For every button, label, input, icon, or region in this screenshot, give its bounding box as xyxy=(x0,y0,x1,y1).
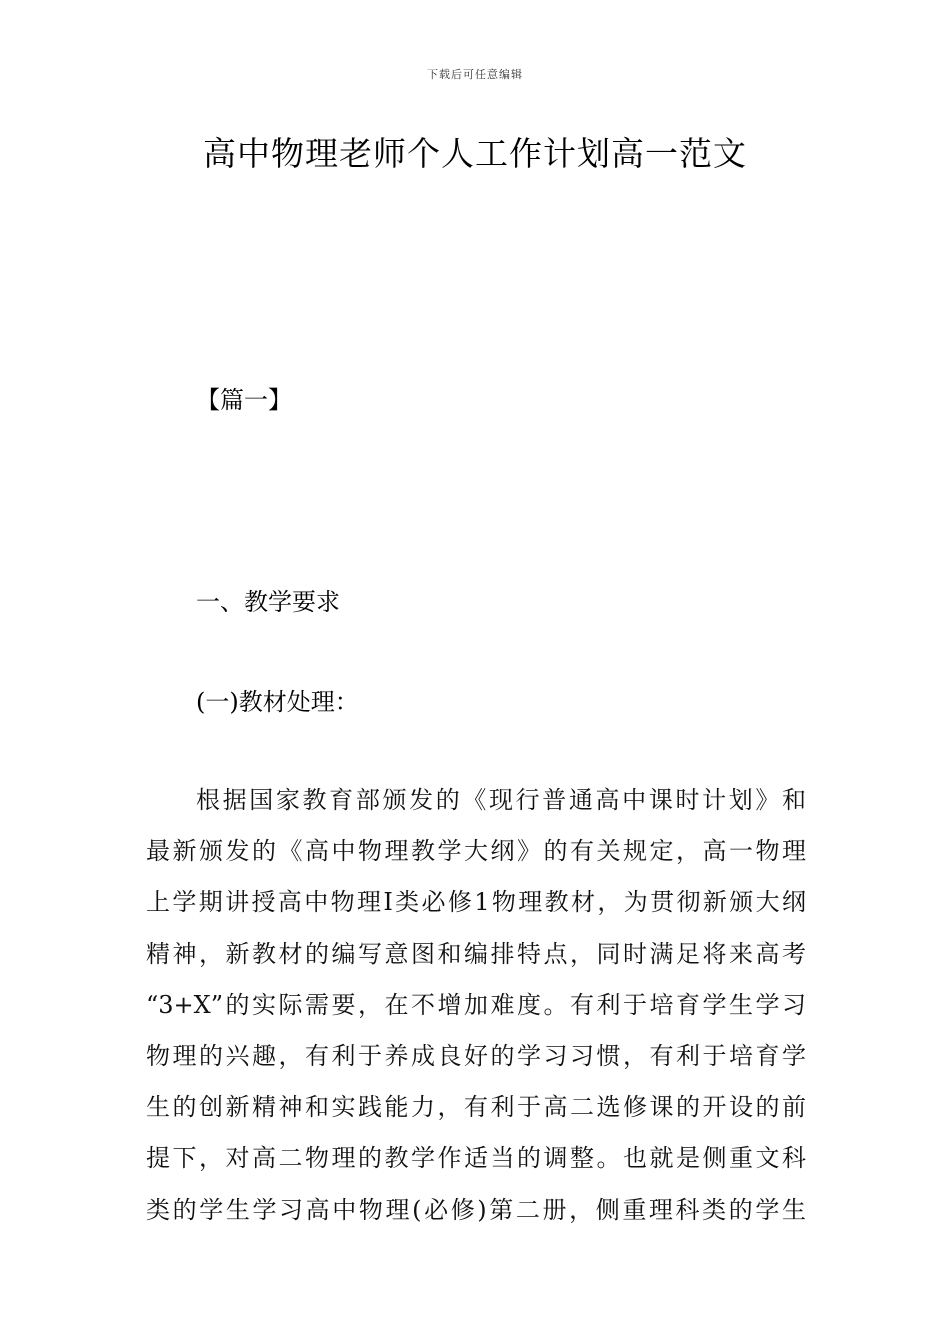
paragraph-line: 物理的兴趣，有利于养成良好的学习习惯，有利于培育学 xyxy=(146,1041,806,1070)
header-note: 下载后可任意编辑 xyxy=(427,68,523,81)
heading-textbook-handling: (一)教材处理： xyxy=(196,688,359,716)
paragraph-line: 精神，新教材的编写意图和编排特点，同时满足将来高考 xyxy=(146,939,806,968)
paragraph-line: 类的学生学习高中物理(必修)第二册，侧重理科类的学生 xyxy=(146,1195,806,1224)
body-paragraph xyxy=(146,775,806,1236)
document-title: 高中物理老师个人工作计划高一范文 xyxy=(203,134,747,173)
section-mark: 【篇一】 xyxy=(196,386,292,414)
paragraph-line: “3+X”的实际需要，在不增加难度。有利于培育学生学习 xyxy=(146,990,806,1019)
paragraph-line: 提下，对高二物理的教学作适当的调整。也就是侧重文科 xyxy=(146,1144,806,1173)
paragraph-line: 生的创新精神和实践能力，有利于高二选修课的开设的前 xyxy=(146,1093,806,1122)
paragraph-line: 根据国家教育部颁发的《现行普通高中课时计划》和 xyxy=(196,786,806,814)
heading-teaching-requirements: 一、教学要求 xyxy=(196,588,340,616)
paragraph-line: 最新颁发的《高中物理教学大纲》的有关规定，高一物理 xyxy=(146,837,806,866)
paragraph-line: 上学期讲授高中物理Ⅰ类必修1物理教材，为贯彻新颁大纲 xyxy=(146,888,806,917)
